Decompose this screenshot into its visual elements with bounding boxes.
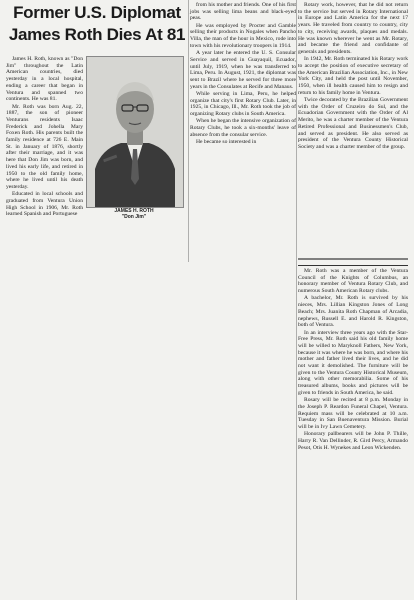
paragraph: Educated in local schools and graduated from Ventura Union High School in 1906, Mr. Roth learned Spanish and Portuguese xyxy=(6,191,83,218)
column-gutter-line xyxy=(296,0,297,600)
photo-caption xyxy=(86,208,182,220)
paragraph: Rotary work, however, that he did not return to the service but served in Rotary International in Europe and Latin America for the next 17 years. He traveled from country to country, city to city, receiving awards, plaques and medals. He was known wherever he went as Mr. Rotary, and became the friend and confidante of generals and presidents. xyxy=(298,2,408,55)
paragraph: Honorary pallbearers will be John P. Thille, Harry R. Van Dellinder, R. Gird Percy, Armando Pesot, Otis H. Wynekes and Leon Wickenden. xyxy=(298,431,408,451)
ink-smudge xyxy=(298,258,408,260)
portrait-image xyxy=(87,57,183,207)
article-column-1 xyxy=(6,56,83,218)
paragraph: He became so interested in xyxy=(196,139,257,146)
portrait-photo xyxy=(86,56,184,208)
paragraph: Rosary will be recited at 8 p.m. Monday in the Joseph P. Reardon Funeral Chapel, Ventura. Requiem mass will be celebrated at 10 a.m. Tuesday in San Buenaventura Mission. Burial will be in Ivy Lawn Cemetery. xyxy=(298,397,408,430)
paragraph: Mr. Roth was a member of the Ventura Council of the Knights of Columbus, an honorary member of Ventura Rotary Club, and numerous South American Rotary clubs. xyxy=(298,268,408,295)
column-gutter-line xyxy=(188,0,189,262)
paragraph: Twice decorated by the Brazilian Government with the Order of Cruzeiro do Sul, and the Ecuadorian Government with the Order of Al Merito, he was a charter member of the Ventura Retired Professional and Businessmen's Club, and served as president. He also served as president of the Ventura County Historical Society and was a charter member of the group. xyxy=(298,97,408,150)
article-column-2 xyxy=(190,2,296,146)
article-column-3 xyxy=(298,2,408,151)
paragraph: A bachelor, Mr. Roth is survived by his nieces, Mrs. Lillian Kingston Jones of Long Beach; Mrs. Juanita Roth Chapman of Arcadia, nephews, Russell E. and Harold R. Kingston, both of Ventura. xyxy=(298,295,408,329)
paragraph: When he began the intensive organization of Rotary Clubs, he took a six-months' leave of absence from the consular service. xyxy=(190,118,296,138)
paragraph: James H. Roth, known as "Don Jim" throughout the Latin American countries, died yesterday in a local hospital, ending a career that began in Ventura and spanned two continents. He was 81. xyxy=(6,56,83,103)
paragraph: from his mother and friends. One of his first jobs was selling lima beans and black-eyed peas. xyxy=(190,2,296,22)
paragraph: In 1942, Mr. Roth terminated his Rotary work to accept the position of executive secretary of the American Brazilian Association, Inc., in New York City, and held the post until November, 1950, when ill health caused him to resign and return to his family home in Ventura. xyxy=(298,56,408,96)
column-divider-rule xyxy=(298,265,408,266)
headline-line-2: James Roth Dies At 81 xyxy=(8,25,186,44)
caption-name: JAMES H. ROTH xyxy=(114,208,154,214)
paragraph: In an interview three years ago with the Star-Free Press, Mr. Roth said his old family home will be willed to Maryknoll Fathers, New York, because it was where he was born, and where his mother and father lived their lives, and he did not want it demolished. The furniture will be given to the Ventura County Historical Museum, along with other memorabilia. Some of his treasured albums, books and pictures will be given to friends in South America, he said. xyxy=(298,329,408,396)
headline-line-1: Former U.S. Diplomat xyxy=(13,3,181,22)
article-column-3-continued xyxy=(298,268,408,451)
headline xyxy=(6,2,188,46)
paragraph: While serving in Lima, Peru, he helped organize that city's first Rotary Club. Later, in 1925, in Chicago, Ill., Mr. Roth took the job of organizing Rotary clubs in South America. xyxy=(190,90,296,118)
paragraph: He was employed by Procter and Gamble selling their products in Nogales when Pancho Villa, the man of the hour in Mexico, rode into town with his revolutionary troopers in 1914. xyxy=(190,22,296,49)
paragraph: A year later he entered the U. S. Consular Service and served in Guayaquil, Ecuador, until July, 1919, when he was transferred to Lima, Peru. In August, 1921, the diplomat was sent to Brazil where he served for three more years in the Consulates at Recife and Manaus. xyxy=(190,50,296,90)
caption-nickname: "Don Jim" xyxy=(121,214,147,220)
paragraph: Mr. Roth was born Aug. 22, 1887, the son of pioneer Venturans residents Isaac Frederick and Johella Mary Foxen Roth. His parents built the family residence at 726 E. Main St. in January of 1876, shortly after their marriage, and it was here that Don Jim was born, and lived his early life, and retired in 1950 to the old family home, where he lived until his death yesterday. xyxy=(6,103,83,190)
